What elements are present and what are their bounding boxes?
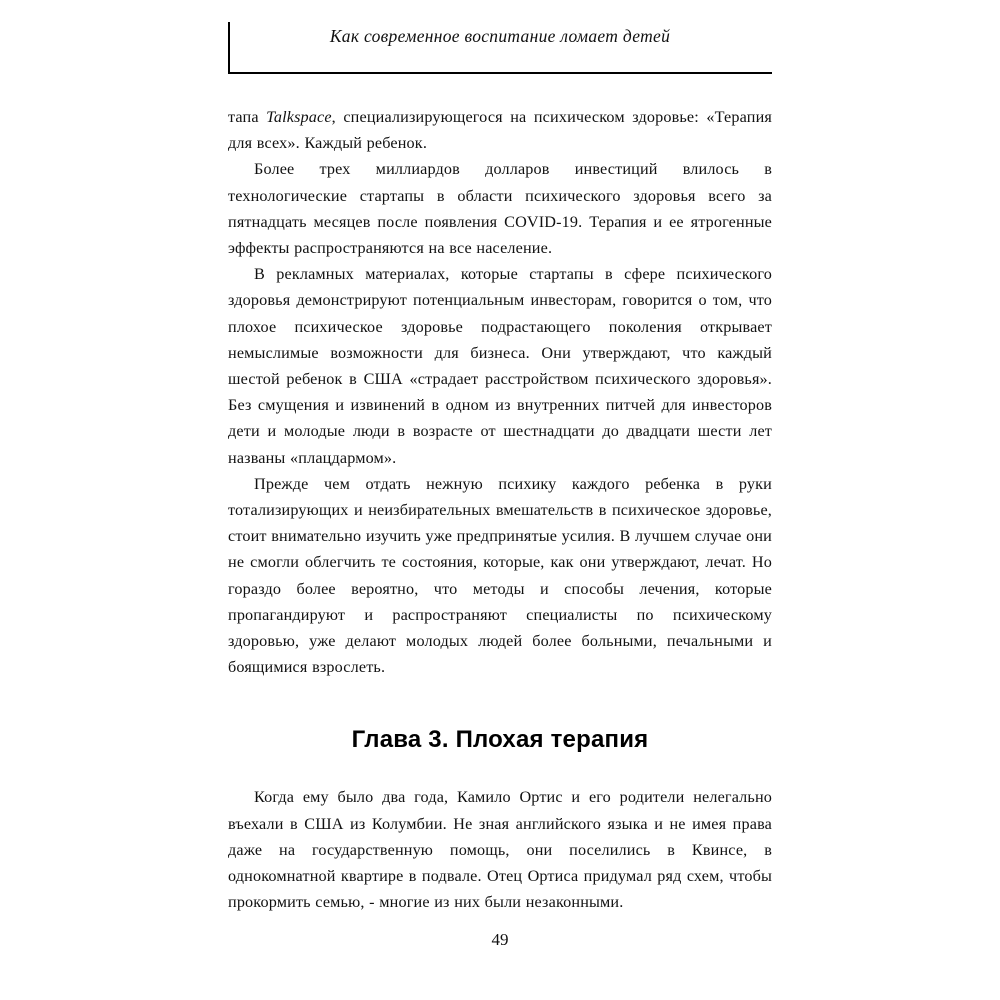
- paragraph: [228, 156, 772, 261]
- text-run: В рекламных материалах, которые стартапы в сфере психического здоровья демонстрируют потенциальным инвесторам, говорится о том, что плохое психическое здоровье подрастающего поколения открывает немыслимые возможности для бизнеса. Они утверждают, что каждый шестой ребенок в США «страдает расстройством психического здоровья». Без смущения и извинений в одном из внутренних питчей для инвесторов дети и молодые люди в возрасте от шестнадцати до двадцати шести лет названы «плацдармом».: [228, 265, 772, 467]
- emphasis-text: Talkspace: [266, 108, 332, 126]
- page-content: [228, 104, 772, 915]
- text-run: Прежде чем отдать нежную психику каждого ребенка в руки тотализирующих и неизбирательных вмешательств в психическое здоровье, стоит внимательно изучить уже предпринятые усилия. В лучшем случае они не смогли облегчить те состояния, которые, как они утверждают, лечат. Но гораздо более вероятно, что методы и способы лечения, которые пропагандируют и распространяют специалисты по психическому здоровью, уже делают молодых людей более больными, печальными и боящимися взрослеть.: [228, 474, 772, 677]
- body-paragraphs-after-heading: [228, 784, 772, 915]
- page-header: [228, 26, 772, 47]
- page-number: 49: [491, 930, 509, 949]
- paragraph: [228, 471, 772, 681]
- running-title: Как современное воспитание ломает детей: [329, 26, 671, 46]
- text-run: Когда ему было два года, Камило Ортис и его родители нелегально въехали в США из Колумбии. Не зная английского языка и не имея права даже на государственную помощь, они поселились в Квинсе, в однокомнатной квартире в подвале. Отец Ортиса придумал ряд схем, чтобы прокормить семью, - многие из них были незаконными.: [228, 788, 772, 912]
- body-paragraphs: [228, 104, 772, 680]
- text-run: тапа: [228, 108, 267, 126]
- paragraph: [228, 261, 772, 471]
- paragraph: [228, 104, 772, 156]
- text-run: Более трех миллиардов долларов инвестиций влилось в технологические стартапы в области психического здоровья всего за пятнадцать месяцев после появления COVID-19. Терапия и ее ятрогенные эффекты распространяются на все население.: [228, 160, 772, 258]
- chapter-heading: Глава 3. Плохая терапия: [351, 726, 649, 754]
- header-divider: [228, 72, 772, 74]
- text-run: , специализирующегося на психическом здоровье: «Терапия для всех». Каждый ребенок.: [228, 108, 772, 153]
- paragraph: [228, 784, 772, 915]
